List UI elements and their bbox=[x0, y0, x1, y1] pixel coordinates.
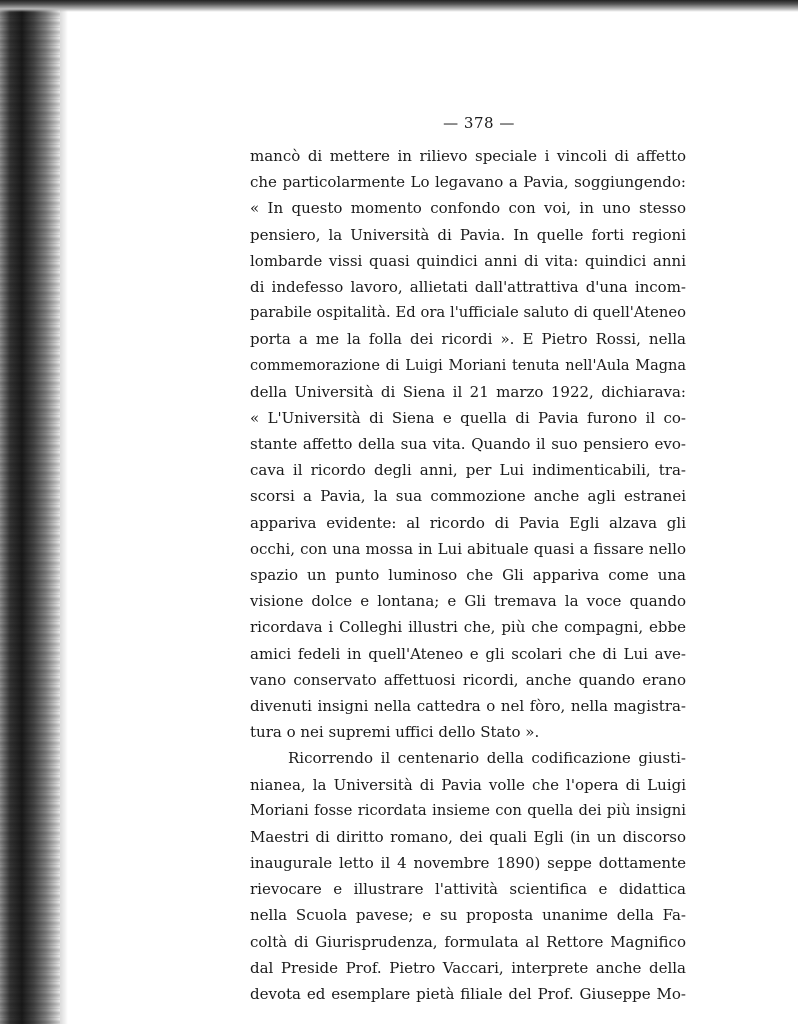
text-line: nella Scuola pavese; e su proposta unanime della Fa- bbox=[250, 906, 686, 925]
text-line: devota ed esemplare pietà filiale del Prof. Giuseppe Mo- bbox=[250, 985, 686, 1003]
text-line: divenuti insigni nella cattedra o nel fòro, nella magistra- bbox=[250, 696, 686, 715]
paragraph-2 bbox=[250, 745, 686, 1007]
text-line: pensiero, la Università di Pavia. In quelle forti regioni bbox=[250, 225, 686, 244]
page-body bbox=[250, 143, 686, 1007]
scan-binding-edge bbox=[0, 0, 60, 1024]
text-line: lombarde vissi quasi quindici anni di vita: quindici anni bbox=[250, 251, 686, 270]
scan-binding-shadow bbox=[60, 0, 68, 1024]
text-line: vano conservato affettuosi ricordi, anche quando erano bbox=[250, 670, 686, 689]
text-line: Maestri di diritto romano, dei quali Egli (in un discorso bbox=[250, 827, 686, 846]
text-line: occhi, con una mossa in Lui abituale quasi a fissare nello bbox=[250, 539, 686, 558]
text-line: che particolarmente Lo legavano a Pavia, soggiungendo: bbox=[250, 173, 686, 192]
text-line: commemorazione di Luigi Moriani tenuta nell'Aula Magna bbox=[250, 357, 686, 374]
text-line: porta a me la folla dei ricordi ». E Pietro Rossi, nella bbox=[250, 330, 686, 349]
text-line: inaugurale letto il 4 novembre 1890) seppe dottamente bbox=[250, 854, 686, 873]
text-line: Ricorrendo il centenario della codificazione giusti- bbox=[288, 749, 686, 768]
text-line: « L'Università di Siena e quella di Pavia furono il co- bbox=[250, 408, 686, 427]
text-line: mancò di mettere in rilievo speciale i vincoli di affetto bbox=[250, 147, 686, 165]
text-line: appariva evidente: al ricordo di Pavia Egli alzava gli bbox=[250, 513, 686, 532]
text-line: della Università di Siena il 21 marzo 1922, dichiarava: bbox=[250, 382, 686, 401]
text-line: visione dolce e lontana; e Gli tremava la voce quando bbox=[250, 592, 686, 611]
scan-top-edge bbox=[0, 0, 798, 12]
text-line: di indefesso lavoro, allietati dall'attrattiva d'una incom- bbox=[250, 277, 686, 296]
text-line: coltà di Giurisprudenza, formulata al Rettore Magnifico bbox=[250, 932, 686, 951]
text-line: ricordava i Colleghi illustri che, più che compagni, ebbe bbox=[250, 618, 686, 637]
text-line: nianea, la Università di Pavia volle che l'opera di Luigi bbox=[250, 775, 686, 794]
text-line: scorsi a Pavia, la sua commozione anche agli estranei bbox=[250, 487, 686, 506]
text-line: spazio un punto luminoso che Gli appariva come una bbox=[250, 566, 686, 584]
text-line: amici fedeli in quell'Ateneo e gli scolari che di Lui ave- bbox=[250, 644, 686, 663]
text-line: stante affetto della sua vita. Quando il suo pensiero evo- bbox=[250, 435, 686, 454]
text-line: rievocare e illustrare l'attività scientifica e didattica bbox=[250, 880, 686, 899]
text-line: parabile ospitalità. Ed ora l'ufficiale saluto di quell'Ateneo bbox=[250, 304, 686, 322]
page-number: — 378 — bbox=[443, 114, 515, 132]
paragraph-1 bbox=[250, 143, 686, 745]
text-line: cava il ricordo degli anni, per Lui indimenticabili, tra- bbox=[250, 461, 686, 480]
text-line: Moriani fosse ricordata insieme con quella dei più insigni bbox=[250, 801, 686, 819]
text-line: dal Preside Prof. Pietro Vaccari, interprete anche della bbox=[250, 958, 686, 977]
text-line: « In questo momento confondo con voi, in uno stesso bbox=[250, 199, 686, 218]
text-line: tura o nei supremi uffici dello Stato ». bbox=[250, 723, 540, 742]
